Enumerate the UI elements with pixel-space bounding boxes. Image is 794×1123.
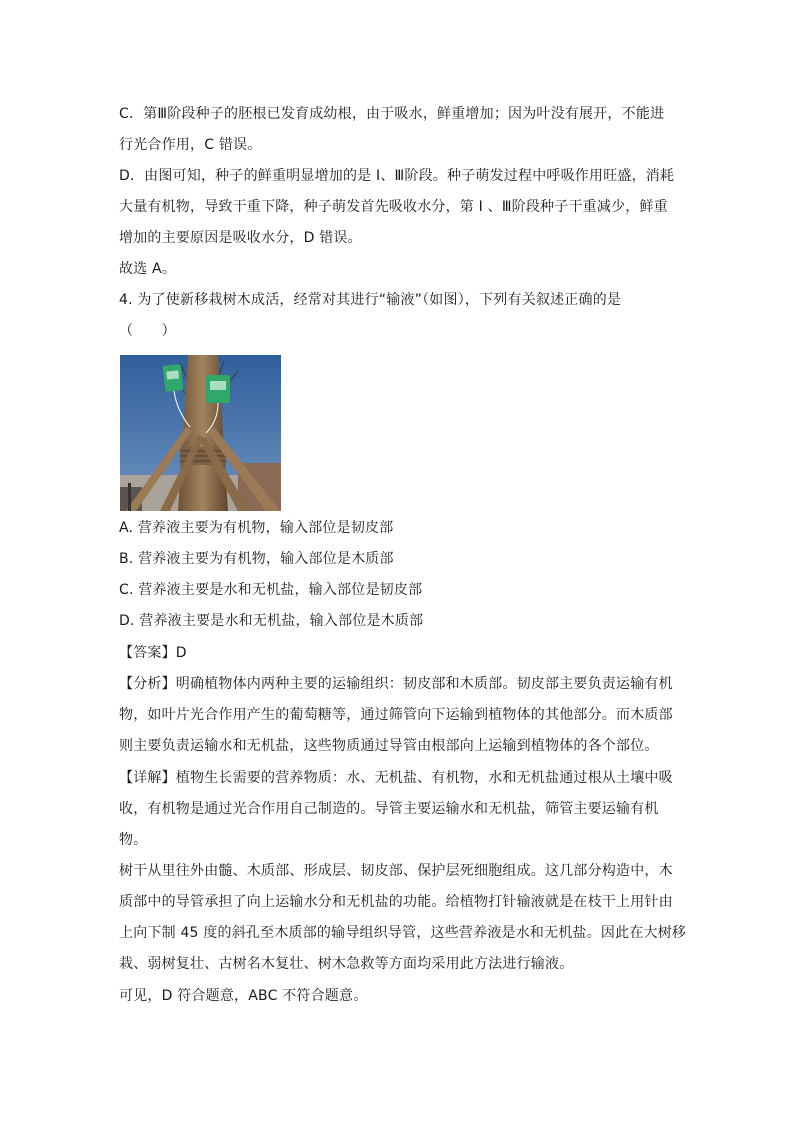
question-stem: 4. 为了使新移栽树木成活，经常对其进行“输液”（如图），下列有关叙述正确的是: [119, 292, 622, 308]
analysis-line-2: 物，如叶片光合作用产生的葡萄糖等，通过筛管向下运输到植物体的其他部分。而木质部: [119, 707, 673, 723]
analysis-line-1: 【分析】明确植物体内两种主要的运输组织：韧皮部和木质部。韧皮部主要负责运输有机: [119, 676, 673, 692]
analysis-line-3: 则主要负责运输水和无机盐，这些物质通过导管由根部向上运输到植物体的各个部位。: [119, 738, 659, 754]
explanation-line-2: 质部中的导管承担了向上运输水分和无机盐的功能。给植物打针输液就是在枝干上用针由: [119, 894, 673, 910]
prev-conclusion: 故选 A。: [119, 261, 177, 277]
option-d: D. 营养液主要是水和无机盐，输入部位是木质部: [119, 613, 424, 629]
prev-option-c-line-2: 行光合作用，C 错误。: [119, 137, 262, 153]
prev-option-c-line-1: C．第Ⅲ阶段种子的胚根已发育成幼根，由于吸水，鲜重增加；因为叶没有展开，不能进: [119, 106, 665, 122]
answer: 【答案】D: [119, 645, 187, 661]
detail-line-2: 收，有机物是通过光合作用自己制造的。导管主要运输水和无机盐，筛管主要运输有机: [119, 801, 659, 817]
tree-infusion-photo: [120, 355, 281, 511]
detail-line-1: 【详解】植物生长需要的营养物质：水、无机盐、有机物，水和无机盐通过根从土壤中吸: [119, 770, 673, 786]
question-blank: （ ）: [119, 323, 176, 339]
option-a: A. 营养液主要为有机物，输入部位是韧皮部: [119, 520, 394, 536]
explanation-line-4: 栽、弱树复壮、古树名木复壮、树木急救等方面均采用此方法进行输液。: [119, 956, 574, 972]
detail-line-3: 物。: [119, 832, 148, 848]
prev-option-d-line-1: D．由图可知，种子的鲜重明显增加的是 I、Ⅲ阶段。种子萌发过程中呼吸作用旺盛，消耗: [119, 168, 675, 184]
conclusion: 可见，D 符合题意，ABC 不符合题意。: [119, 988, 368, 1004]
option-b: B. 营养液主要为有机物，输入部位是木质部: [119, 551, 394, 567]
prev-option-d-line-2: 大量有机物，导致干重下降，种子萌发首先吸收水分，第 I 、Ⅲ阶段种子干重减少，鲜重: [119, 199, 668, 215]
option-c: C. 营养液主要是水和无机盐，输入部位是韧皮部: [119, 582, 423, 598]
explanation-line-3: 上向下制 45 度的斜孔至木质部的输导组织导管，这些营养液是水和无机盐。因此在大树移: [119, 925, 687, 941]
explanation-line-1: 树干从里往外由髓、木质部、形成层、韧皮部、保护层死细胞组成。这几部分构造中，木: [119, 863, 673, 879]
prev-option-d-line-3: 增加的主要原因是吸收水分，D 错误。: [119, 230, 362, 246]
